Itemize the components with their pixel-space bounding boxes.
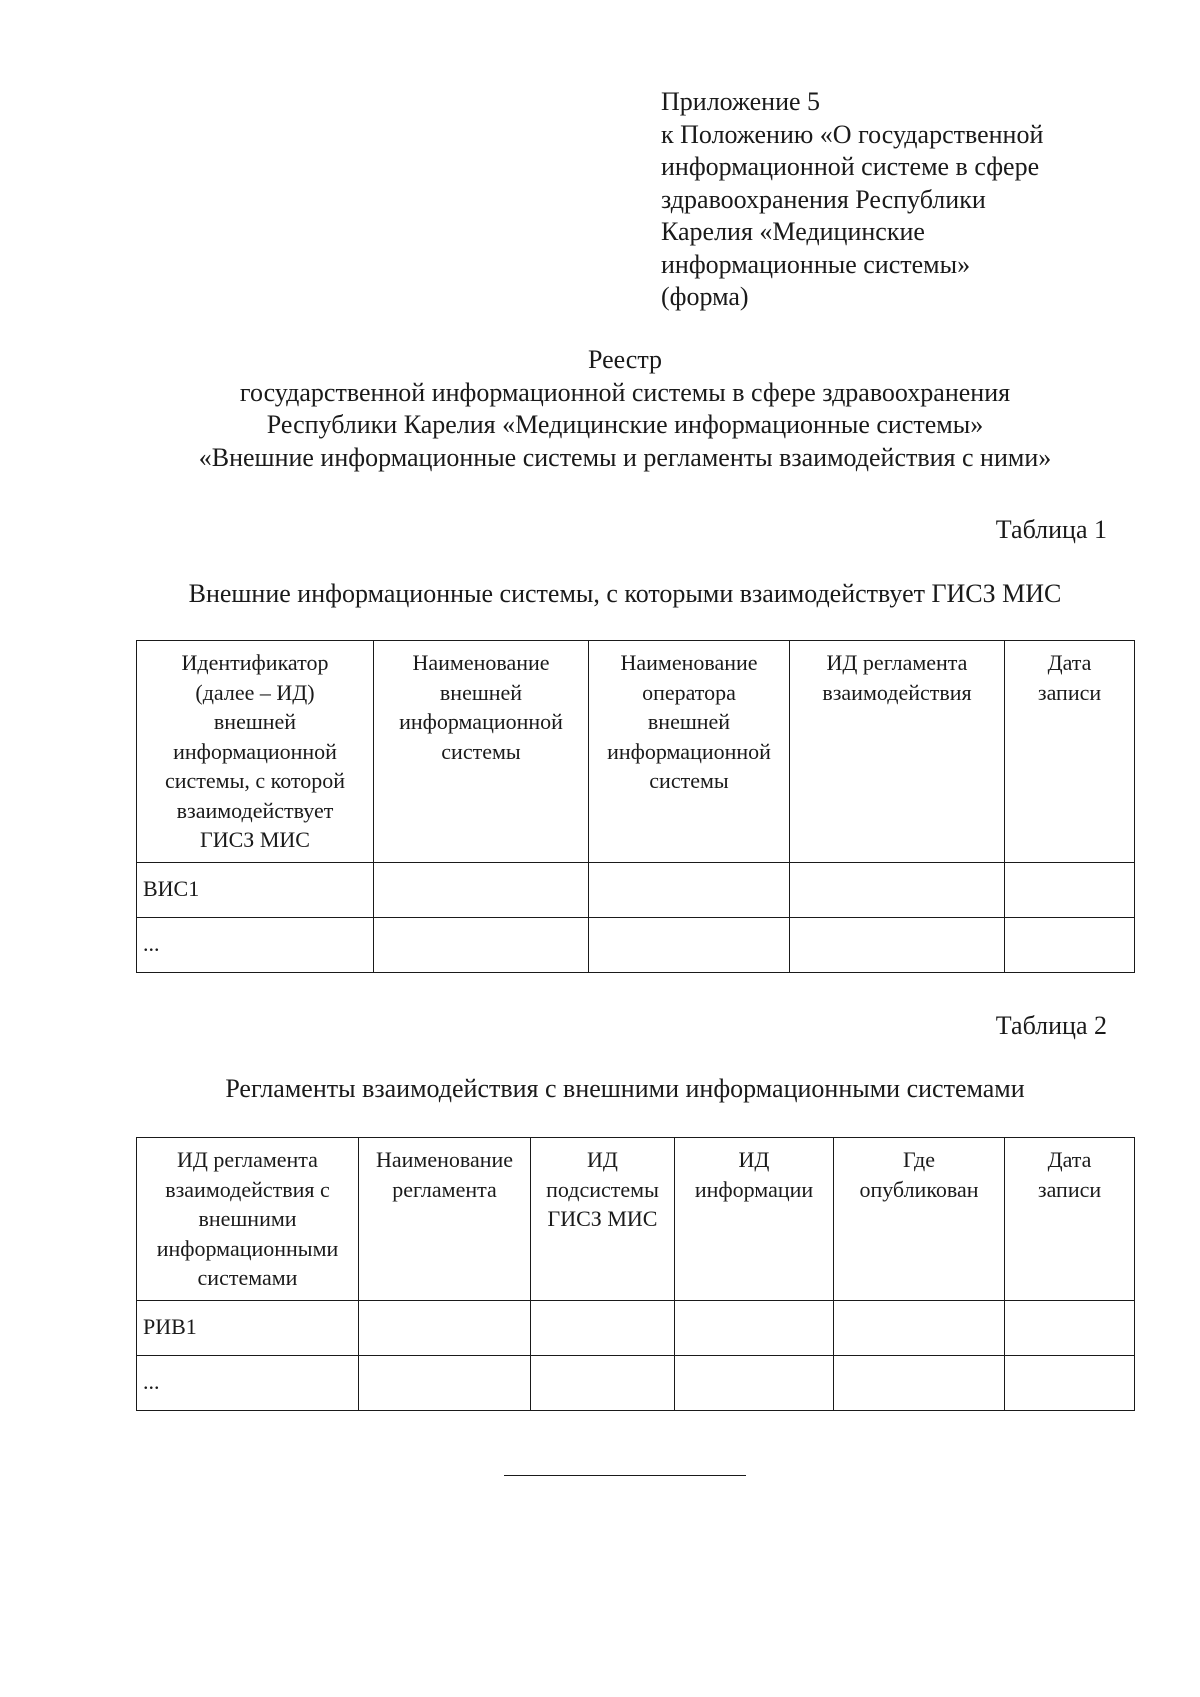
appendix-line: здравоохранения Республики xyxy=(661,184,986,214)
table-cell xyxy=(790,862,1005,917)
header-line: Наименование xyxy=(375,1147,514,1172)
table-cell xyxy=(834,1355,1005,1410)
header-line: регламента xyxy=(392,1176,497,1202)
header-line: оператора xyxy=(642,679,736,705)
table2-header-row xyxy=(137,1138,1135,1301)
table-cell xyxy=(1005,862,1135,917)
table-cell xyxy=(675,1300,834,1355)
table-cell: РИВ1 xyxy=(137,1300,359,1355)
table2-header-cell xyxy=(531,1138,675,1301)
table2-header-cell xyxy=(834,1138,1005,1301)
header-line: (далее – ИД) xyxy=(195,679,315,705)
table-cell: ... xyxy=(137,1355,359,1410)
table-row xyxy=(137,917,1135,972)
table1-header-cell xyxy=(374,641,589,863)
table-cell: ВИС1 xyxy=(137,862,374,917)
header-line: опубликован xyxy=(859,1176,979,1202)
table-cell xyxy=(1005,1300,1135,1355)
table-cell xyxy=(374,862,589,917)
table2 xyxy=(136,1137,1135,1411)
table-cell xyxy=(531,1300,675,1355)
table-cell xyxy=(589,917,790,972)
header-line: системами xyxy=(197,1265,298,1290)
appendix-block xyxy=(661,86,1141,314)
document-title xyxy=(0,344,1200,474)
header-line: Наименование xyxy=(412,650,550,675)
title-line: Республики Карелия «Медицинские информационные системы» xyxy=(266,410,984,439)
header-line: внешними xyxy=(198,1206,297,1231)
header-line: подсистемы xyxy=(546,1176,659,1202)
table-cell xyxy=(675,1355,834,1410)
title-line: государственной информационной системы в сфере здравоохранения xyxy=(239,377,1011,407)
table1-header-cell xyxy=(589,641,790,863)
table-cell xyxy=(790,917,1005,972)
table-row xyxy=(137,862,1135,917)
header-line: взаимодействия xyxy=(822,679,972,705)
table-cell xyxy=(1005,917,1135,972)
closing-rule xyxy=(504,1475,746,1476)
header-line: информационной xyxy=(399,709,563,734)
table-row xyxy=(137,1355,1135,1410)
table2-caption: Регламенты взаимодействия с внешними информационными системами xyxy=(225,1074,1025,1103)
title-line: Реестр xyxy=(587,345,663,374)
table-cell xyxy=(834,1300,1005,1355)
header-line: системы xyxy=(649,768,729,793)
table1-header-row xyxy=(137,641,1135,863)
table-cell xyxy=(359,1300,531,1355)
header-line: взаимодействия с xyxy=(165,1176,330,1202)
header-line: ИД регламента xyxy=(177,1147,318,1172)
header-line: внешней xyxy=(439,679,523,705)
header-line: записи xyxy=(1037,1176,1102,1202)
header-line: Наименование xyxy=(620,650,758,675)
table-cell xyxy=(531,1355,675,1410)
table2-header-cell xyxy=(1005,1138,1135,1301)
header-line: информационной xyxy=(173,738,337,764)
header-line: ГИСЗ МИС xyxy=(200,827,310,852)
table1-caption: Внешние информационные системы, с которыми взаимодействует ГИСЗ МИС xyxy=(188,579,1062,608)
header-line: ИД xyxy=(587,1147,618,1172)
table-cell: ... xyxy=(137,917,374,972)
table1-header-cell xyxy=(1005,641,1135,863)
header-line: ИД регламента xyxy=(826,650,968,675)
table2-header-cell xyxy=(137,1138,359,1301)
table-cell xyxy=(589,862,790,917)
table2-label: Таблица 2 xyxy=(995,1011,1107,1040)
table-row xyxy=(137,1300,1135,1355)
table2-header-cell xyxy=(359,1138,531,1301)
table1-label: Таблица 1 xyxy=(995,515,1107,544)
table-cell xyxy=(1005,1355,1135,1410)
header-line: системы, с которой xyxy=(164,768,346,793)
header-line: Где xyxy=(902,1147,936,1172)
header-line: ИД xyxy=(738,1147,770,1172)
header-line: Дата xyxy=(1047,1147,1092,1172)
header-line: внешней xyxy=(647,709,731,734)
table1-header-cell xyxy=(790,641,1005,863)
appendix-line: Приложение 5 xyxy=(661,87,821,116)
table-cell xyxy=(359,1355,531,1410)
header-line: Идентификатор xyxy=(181,650,329,675)
table1-header-cell xyxy=(137,641,374,863)
appendix-line: Карелия «Медицинские xyxy=(661,217,925,246)
header-line: записи xyxy=(1037,679,1102,705)
header-line: системы xyxy=(441,738,521,764)
table1 xyxy=(136,640,1135,973)
header-line: Дата xyxy=(1047,650,1092,675)
table-cell xyxy=(374,917,589,972)
header-line: информационной xyxy=(607,738,771,764)
header-line: информационными xyxy=(156,1235,339,1261)
header-line: ГИСЗ МИС xyxy=(547,1206,658,1231)
header-line: взаимодействует xyxy=(176,797,334,823)
table2-header-cell xyxy=(675,1138,834,1301)
appendix-line: (форма) xyxy=(661,282,749,311)
header-line: информации xyxy=(694,1176,814,1202)
title-line: «Внешние информационные системы и регламенты взаимодействия с ними» xyxy=(198,442,1052,472)
appendix-line: к Положению «О государственной xyxy=(661,119,1044,149)
appendix-line: информационной системе в сфере xyxy=(661,152,1040,181)
appendix-line: информационные системы» xyxy=(661,249,971,279)
header-line: внешней xyxy=(213,709,297,734)
